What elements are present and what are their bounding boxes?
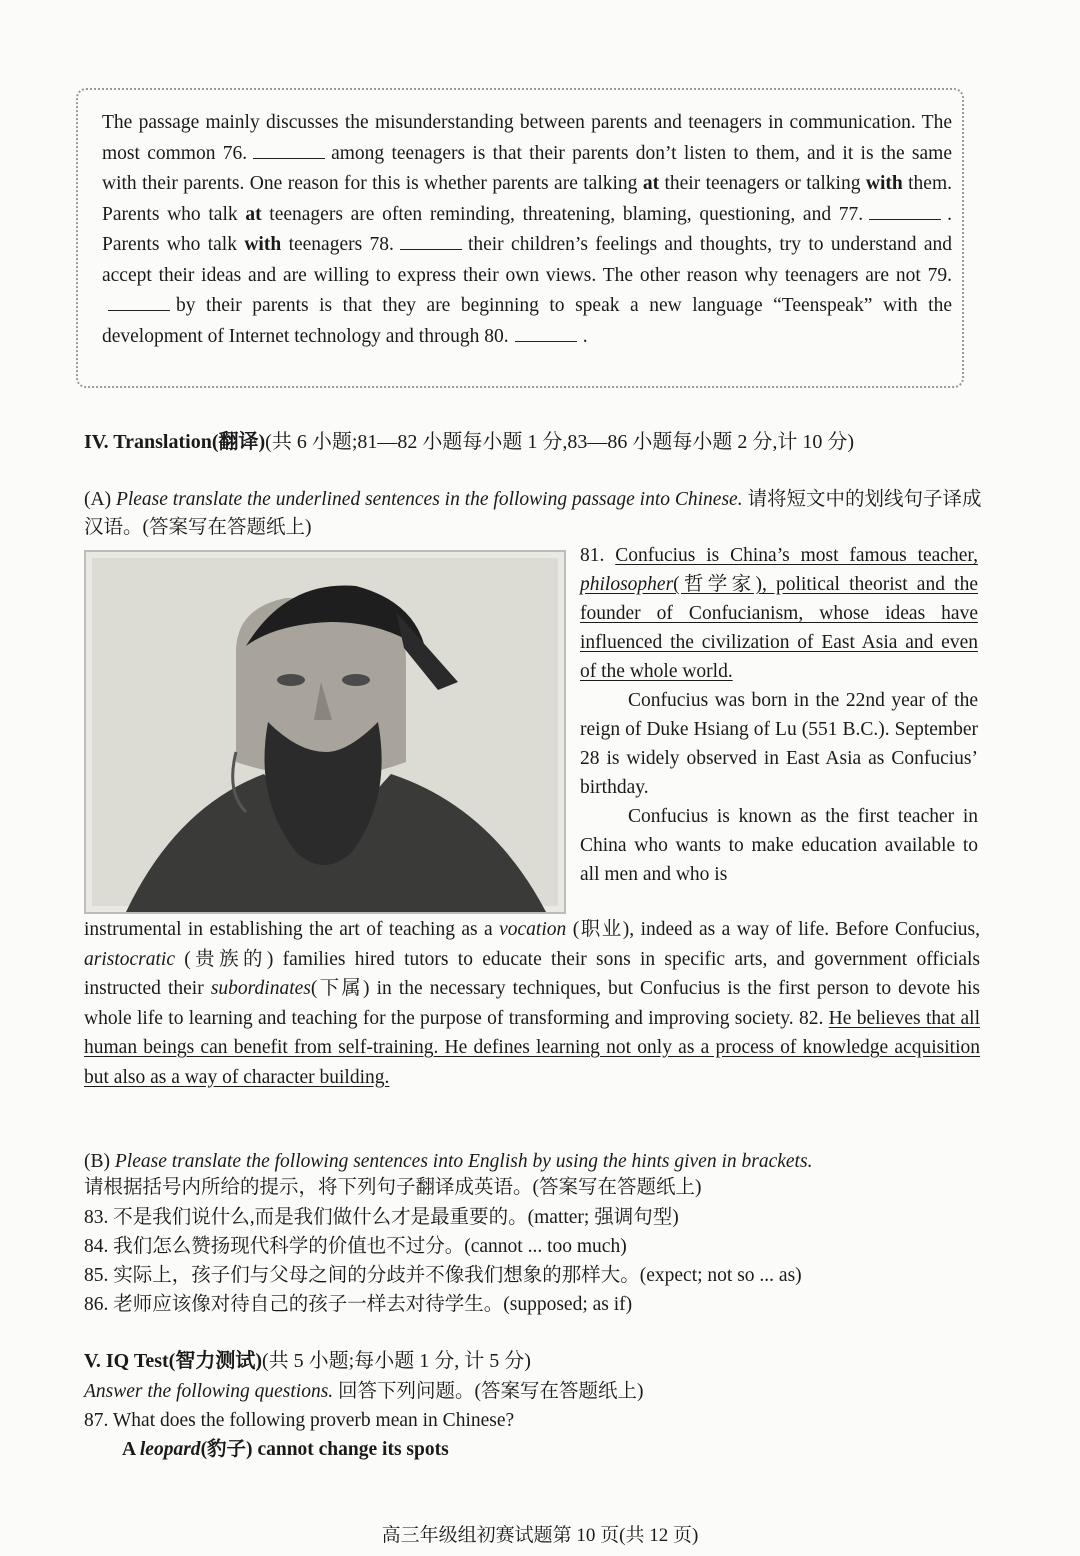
blank-80[interactable]	[515, 327, 577, 342]
paragraph-first-teacher-start	[580, 802, 978, 889]
blank-76[interactable]	[253, 144, 325, 159]
confucius-portrait-image	[86, 552, 564, 912]
summary-paragraph: The passage mainly discusses the misunderstanding between parents and teenagers in communication. The most common 76. among teenagers is that their parents don’t listen to them, and it is the same with their parents. One reason for this is whether parents are talking at their teenagers or talking with them. Parents who talk at teenagers are often reminding, threatening, blaming, questioning, and 77. . Parents who talk with teenagers 78. their children’s feelings and thoughts, try to understand and accept their ideas and are willing to express their own views. The other reason why teenagers are not 79.by their parents is that they are beginning to speak a new language “Teenspeak” with the development of Internet technology and through 80. .	[102, 112, 953, 347]
question-83: 83. 不是我们说什么,而是我们做什么才是最重要的。(matter; 强调句型)	[84, 1207, 679, 1228]
passage-right-column	[580, 541, 978, 889]
paragraph-birth: Confucius was born in the 22nd year of the reign of Duke Hsiang of Lu (551 B.C.). September 28 is widely observed in East Asia as Confucius’ birthday.	[580, 690, 978, 798]
question-81: 81. Confucius is China’s most famous teacher, philosopher(哲学家), political theorist and the founder of Confucianism, whose ideas have influenced the civilization of East Asia and even of the whole world.	[580, 545, 978, 682]
question-84: 84. 我们怎么赞扬现代科学的价值也不过分。(cannot ... too much)	[84, 1236, 627, 1257]
section-5-instruction: Answer the following questions. 回答下列问题。(答案写在答题纸上)	[84, 1381, 644, 1402]
confucius-portrait	[84, 550, 566, 914]
part-b-instruction-en: (B) Please translate the following sentences into English by using the hints given in brackets.	[84, 1151, 813, 1172]
paragraph-first-teacher-lines: Confucius is known as the first teacher in China who wants to make education available to all men and who is	[580, 806, 978, 885]
question-85: 85. 实际上，孩子们与父母之间的分歧并不像我们想象的那样大。(expect; not so ... as)	[84, 1265, 802, 1286]
part-b-instruction-cn: 请根据括号内所给的提示，将下列句子翻译成英语。(答案写在答题纸上)	[84, 1177, 702, 1198]
paragraph-first-teacher-tail: instrumental in establishing the art of teaching as a	[84, 919, 493, 940]
question-82: 82. He believes that all human beings can benefit from self-training. He defines learning not only as a process of knowledge acquisition but also as a way of character building.	[84, 1007, 981, 1088]
blank-77[interactable]	[869, 205, 941, 220]
summary-box	[76, 88, 964, 388]
question-87: 87. What does the following proverb mean in Chinese?	[84, 1410, 515, 1431]
question-86: 86. 老师应该像对待自己的孩子一样去对待学生。(supposed; as if)	[84, 1294, 633, 1315]
part-a-instruction: (A) Please translate the underlined sentences in the following passage into Chinese. 请将短文中的划线句子译成汉语。(答案写在答题纸上)	[84, 489, 982, 538]
paragraph-first-teacher-continued: instrumental in establishing the art of teaching as a vocation (职业), indeed as a way of life. Before Confucius, aristocratic (贵族的) families hired tutors to educate their sons in specific arts, and government officials instructed their subordinates(下属) in the necessary techniques, but Confucius is the first person to devote his whole life to learning and teaching for the purpose of transforming and improving society. 82. He believes that all human beings can benefit from self-training. He defines learning not only as a process of knowledge acquisition but also as a way of character building.	[84, 919, 981, 1088]
blank-78[interactable]	[400, 235, 462, 250]
passage-full-width	[84, 915, 980, 1092]
section-4-heading: IV. Translation(翻译)(共 6 小题;81—82 小题每小题 1 分,83—86 小题每小题 2 分,计 10 分)	[84, 431, 855, 453]
blank-79[interactable]	[108, 296, 170, 311]
page-footer: 高三年级组初赛试题第 10 页(共 12 页)	[381, 1525, 699, 1546]
section-5-heading: V. IQ Test(智力测试)(共 5 小题;每小题 1 分, 计 5 分)	[84, 1350, 531, 1372]
proverb: A leopard(豹子) cannot change its spots	[122, 1439, 449, 1460]
